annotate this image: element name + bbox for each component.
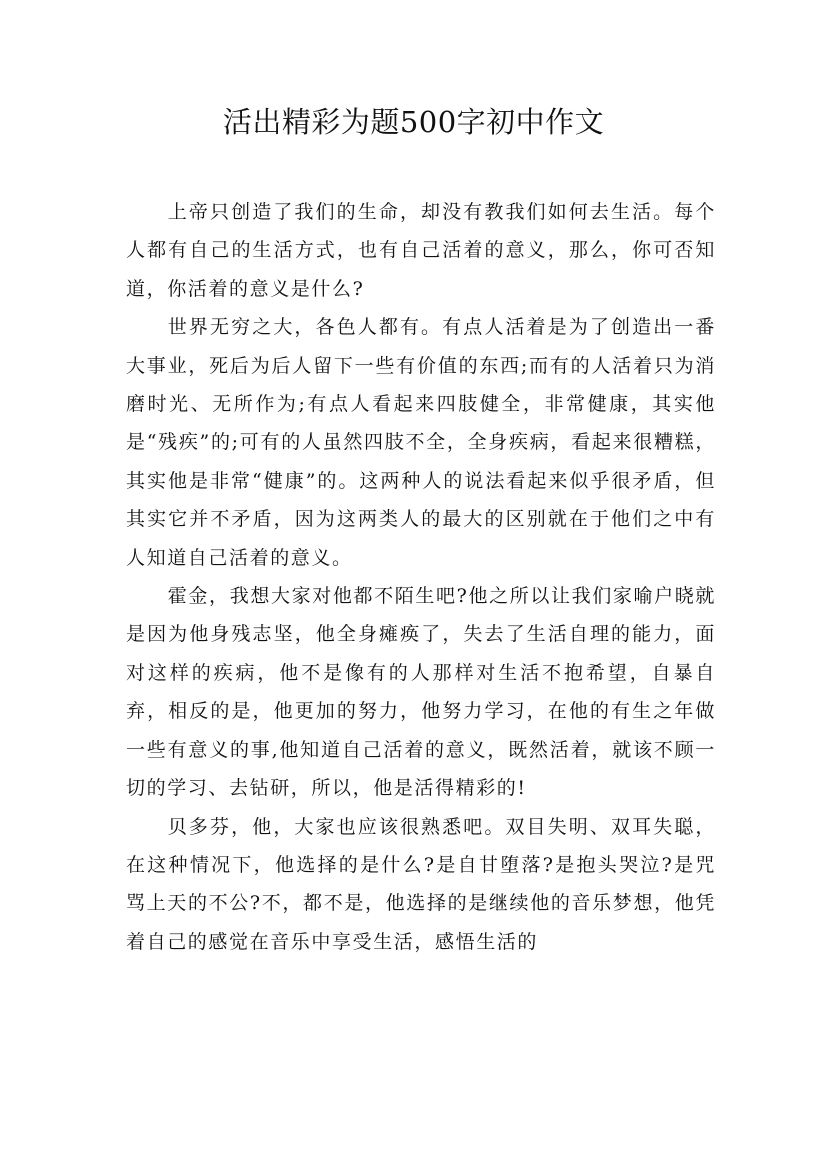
paragraph: 贝多芬，他，大家也应该很熟悉吧。双目失明、双耳失聪，在这种情况下，他选择的是什么?是自甘堕落?是抱头哭泣?是咒骂上天的不公?不，都不是，他选择的是继续他的音乐梦想，他凭着自己的感觉在音乐中享受生活，感悟生活的 [126, 815, 716, 953]
paragraph: 世界无穷之大，各色人都有。有点人活着是为了创造出一番大事业，死后为后人留下一些有价值的东西;而有的人活着只为消磨时光、无所作为;有点人看起来四肢健全，非常健康，其实他是“残疾”的;可有的人虽然四肢不全，全身疾病，看起来很糟糕，其实他是非常“健康”的。这两种人的说法看起来似乎很矛盾，但其实它并不矛盾，因为这两类人的最大的区别就在于他们之中有人知道自己活着的意义。 [126, 316, 716, 569]
document-body [126, 193, 716, 961]
paragraph: 霍金，我想大家对他都不陌生吧?他之所以让我们家喻户晓就是因为他身残志坚，他全身瘫痪了，失去了生活自理的能力，面对这样的疾病，他不是像有的人那样对生活不抱希望，自暴自弃，相反的是，他更加的努力，他努力学习，在他的有生之年做一些有意义的事,他知道自己活着的意义，既然活着，就该不顾一切的学习、去钻研，所以，他是活得精彩的! [126, 585, 716, 800]
document-title: 活出精彩为题500字初中作文 [222, 105, 605, 139]
paragraph: 上帝只创造了我们的生命，却没有教我们如何去生活。每个人都有自己的生活方式，也有自己活着的意义，那么，你可否知道，你活着的意义是什么? [126, 201, 716, 300]
